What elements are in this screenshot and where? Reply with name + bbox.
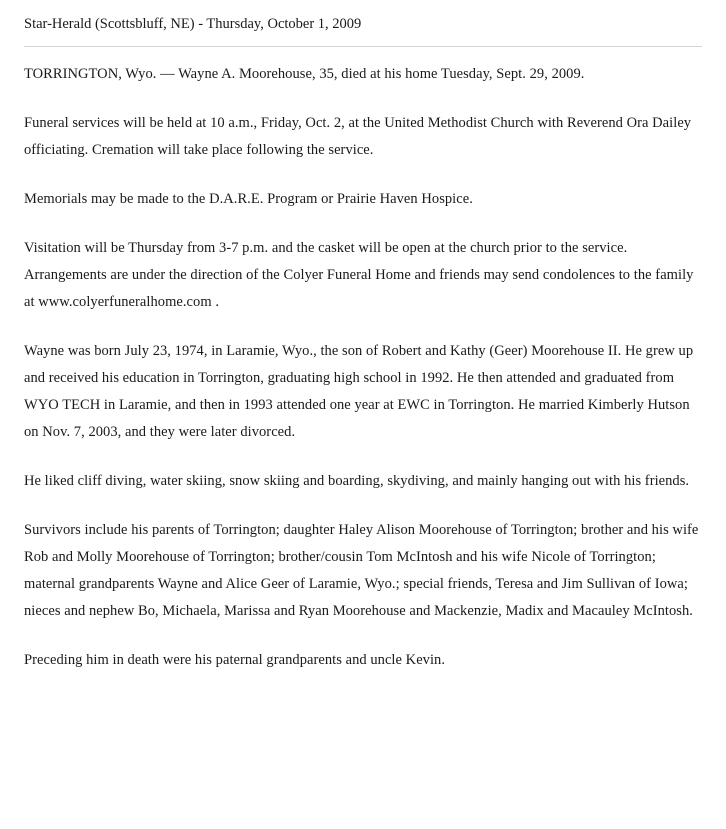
paragraph: Funeral services will be held at 10 a.m., Friday, Oct. 2, at the United Methodist Church with Reverend Ora Dailey officiating. Cremation will take place following the service.	[24, 115, 692, 158]
paragraph: Survivors include his parents of Torrington; daughter Haley Alison Moorehouse of Torrington; brother and his wife Rob and Molly Moorehouse of Torrington; brother/cousin Tom McIntosh and his wife Nicole of Torrington; maternal grandparents Wayne and Alice Geer of Laramie, Wyo.; special friends, Teresa and Jim Sullivan of Iowa; nieces and nephew Bo, Michaela, Marissa and Ryan Moorehouse and Mackenzie, Madix and Macauley McIntosh.	[24, 522, 699, 619]
obituary-body	[24, 61, 702, 674]
paragraph: Wayne was born July 23, 1974, in Laramie, Wyo., the son of Robert and Kathy (Geer) Moorehouse II. He grew up and received his education in Torrington, graduating high school in 1992. He then attended and graduated from WYO TECH in Laramie, and then in 1993 attended one year at EWC in Torrington. He married Kimberly Hutson on Nov. 7, 2003, and they were later divorced.	[24, 343, 694, 440]
paragraph: Memorials may be made to the D.A.R.E. Program or Prairie Haven Hospice.	[24, 191, 473, 207]
paragraph: Preceding him in death were his paternal grandparents and uncle Kevin.	[24, 652, 446, 668]
header-divider	[24, 46, 702, 47]
paragraph: TORRINGTON, Wyo. — Wayne A. Moorehouse, 35, died at his home Tuesday, Sept. 29, 2009.	[24, 66, 585, 82]
source-attribution: Star-Herald (Scottsbluff, NE) - Thursday, October 1, 2009	[24, 16, 362, 32]
paragraph: He liked cliff diving, water skiing, snow skiing and boarding, skydiving, and mainly hanging out with his friends.	[24, 473, 690, 489]
paragraph: Visitation will be Thursday from 3-7 p.m. and the casket will be open at the church prior to the service. Arrangements are under the direction of the Colyer Funeral Home and friends may send condolences to the family at www.colyerfuneralhome.com .	[24, 240, 694, 310]
